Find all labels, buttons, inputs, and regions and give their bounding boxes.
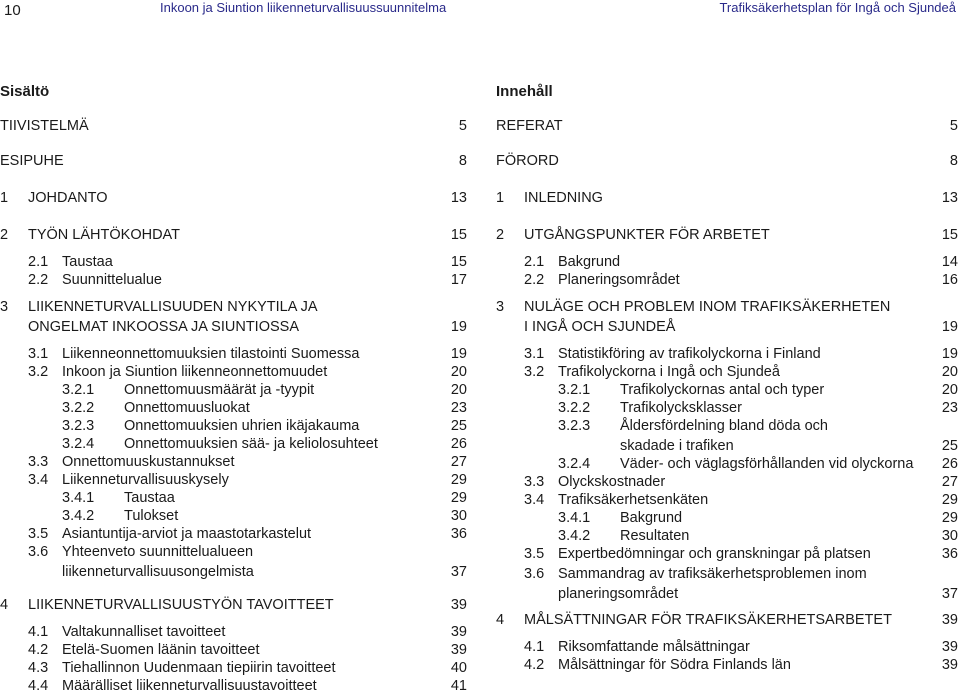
toc-entry-number: 2 bbox=[496, 227, 505, 243]
toc-entry-text: Trafikolyckornas antal och typer bbox=[620, 382, 825, 398]
toc-entry-number: 3.4.1 bbox=[62, 490, 95, 506]
toc-entry-text: Målsättningar för Södra Finlands län bbox=[558, 657, 791, 673]
toc-entry bbox=[496, 527, 958, 545]
toc-entry-page: 23 bbox=[450, 400, 467, 416]
toc-entry-page: 37 bbox=[941, 586, 958, 602]
toc-entry-text: INLEDNING bbox=[524, 190, 603, 206]
toc-entry-number: 3.2.4 bbox=[62, 436, 95, 452]
toc-entry-text: Expertbedömningar och granskningar på platsen bbox=[558, 546, 871, 562]
toc-entry bbox=[0, 226, 467, 244]
toc-entry bbox=[0, 525, 467, 543]
toc-entry-text: Olyckskostnader bbox=[558, 474, 666, 490]
toc-entry bbox=[496, 638, 958, 656]
toc-entry-number: 3.2.1 bbox=[558, 382, 591, 398]
toc-title: Sisältö bbox=[0, 83, 50, 100]
toc-entry-number: 2 bbox=[0, 227, 9, 243]
toc-entry-text: ESIPUHE bbox=[0, 153, 64, 169]
toc-entry-page: 5 bbox=[458, 118, 467, 134]
toc-entry-number: 3.1 bbox=[524, 346, 545, 362]
toc-entry-number: 3.3 bbox=[524, 474, 545, 490]
toc-entry-text: LIIKENNETURVALLISUUSTYÖN TAVOITTEET bbox=[28, 597, 334, 613]
toc-entry bbox=[0, 471, 467, 489]
toc-entry bbox=[0, 117, 467, 135]
toc-entry-text: Onnettomuuskustannukset bbox=[62, 454, 235, 470]
toc-entry-text: Asiantuntija-arviot ja maastotarkastelut bbox=[62, 526, 312, 542]
toc-entry-page: 20 bbox=[941, 364, 958, 380]
toc-entry-number: 3.3 bbox=[28, 454, 49, 470]
toc-entry bbox=[496, 417, 958, 435]
toc-entry-text: Trafikolyckorna i Ingå och Sjundeå bbox=[558, 364, 780, 380]
toc-entry-text: Tiehallinnon Uudenmaan tiepiirin tavoitteet bbox=[62, 660, 336, 676]
toc-entry-page: 29 bbox=[450, 490, 467, 506]
toc-entry bbox=[0, 453, 467, 471]
toc-entry bbox=[0, 189, 467, 207]
toc-entry-page: 29 bbox=[450, 472, 467, 488]
toc-entry-text: Onnettomuusmäärät ja -tyypit bbox=[124, 382, 315, 398]
toc-entry bbox=[496, 509, 958, 527]
toc-entry-number: 2.2 bbox=[524, 272, 545, 288]
toc-entry-number: 4.3 bbox=[28, 660, 49, 676]
toc-entry-text: Planeringsområdet bbox=[558, 272, 680, 288]
toc-entry bbox=[0, 659, 467, 677]
toc-entry-page: 27 bbox=[941, 474, 958, 490]
toc-entry bbox=[0, 253, 467, 271]
toc-entry bbox=[496, 189, 958, 207]
toc-entry-page: 36 bbox=[450, 526, 467, 542]
toc-entry-number: 4.2 bbox=[28, 642, 49, 658]
toc-entry-text: Etelä-Suomen läänin tavoitteet bbox=[62, 642, 260, 658]
toc-entry-text: Suunnittelualue bbox=[62, 272, 162, 288]
toc-entry bbox=[0, 543, 467, 561]
toc-entry bbox=[496, 271, 958, 289]
toc-entry-page: 39 bbox=[941, 612, 958, 628]
toc-entry-text: planeringsområdet bbox=[558, 586, 679, 602]
toc-entry-page: 39 bbox=[450, 642, 467, 658]
toc-entry-number: 3.5 bbox=[28, 526, 49, 542]
toc-entry-text: Resultaten bbox=[620, 528, 690, 544]
toc-entry-text: FÖRORD bbox=[496, 153, 559, 169]
toc-entry-page: 8 bbox=[949, 153, 958, 169]
toc-entry-number: 3 bbox=[496, 299, 505, 315]
toc-entry-page: 15 bbox=[941, 227, 958, 243]
header-title-sv: Trafiksäkerhetsplan för Ingå och Sjundeå bbox=[719, 0, 956, 15]
toc-entry-number: 3.1 bbox=[28, 346, 49, 362]
toc-entry-number: 3.2.1 bbox=[62, 382, 95, 398]
toc-entry-number: 4.1 bbox=[524, 639, 545, 655]
toc-entry bbox=[496, 455, 958, 473]
toc-entry-number: 3 bbox=[0, 299, 9, 315]
toc-entry-text: Taustaa bbox=[124, 490, 175, 506]
toc-entry bbox=[496, 226, 958, 244]
toc-entry-text: skadade i trafiken bbox=[620, 438, 734, 454]
toc-entry-number: 3.4 bbox=[524, 492, 545, 508]
toc-entry-page: 8 bbox=[458, 153, 467, 169]
toc-entry bbox=[496, 585, 958, 603]
toc-entry-number: 3.6 bbox=[524, 566, 545, 582]
toc-entry-number: 3.2.2 bbox=[558, 400, 591, 416]
toc-entry bbox=[0, 381, 467, 399]
toc-entry-text: Bakgrund bbox=[620, 510, 683, 526]
toc-entry-number: 4.2 bbox=[524, 657, 545, 673]
toc-entry bbox=[496, 253, 958, 271]
toc-entry bbox=[496, 473, 958, 491]
toc-entry-page: 39 bbox=[941, 657, 958, 673]
toc-entry-number: 3.6 bbox=[28, 544, 49, 560]
toc-entry bbox=[496, 611, 958, 629]
toc-entry-number: 3.5 bbox=[524, 546, 545, 562]
toc-entry bbox=[0, 417, 467, 435]
toc-entry bbox=[0, 152, 467, 170]
toc-entry-page: 15 bbox=[450, 254, 467, 270]
toc-entry-text: liikenneturvallisuusongelmista bbox=[62, 564, 254, 580]
toc-entry-number: 3.4 bbox=[28, 472, 49, 488]
toc-entry-text: Valtakunnalliset tavoitteet bbox=[62, 624, 226, 640]
toc-entry-number: 3.2 bbox=[28, 364, 49, 380]
toc-entry-text: JOHDANTO bbox=[28, 190, 108, 206]
toc-entry-page: 14 bbox=[941, 254, 958, 270]
toc-entry bbox=[0, 271, 467, 289]
toc-entry-text: Onnettomuuksien sää- ja keliolosuhteet bbox=[124, 436, 378, 452]
toc-entry-text: Åldersfördelning bland döda och bbox=[620, 418, 828, 434]
toc-entry-text: NULÄGE OCH PROBLEM INOM TRAFIKSÄKERHETEN bbox=[524, 299, 891, 315]
toc-entry-page: 39 bbox=[450, 597, 467, 613]
page-number: 10 bbox=[4, 2, 21, 19]
toc-entry-text: Tulokset bbox=[124, 508, 179, 524]
toc-entry-number: 3.4.2 bbox=[62, 508, 95, 524]
toc-entry-text: Statistikföring av trafikolyckorna i Finland bbox=[558, 346, 821, 362]
toc-entry-page: 19 bbox=[941, 346, 958, 362]
toc-entry-page: 29 bbox=[941, 510, 958, 526]
toc-entry-text: Trafikolycksklasser bbox=[620, 400, 742, 416]
toc-entry-text: LIIKENNETURVALLISUUDEN NYKYTILA JA bbox=[28, 299, 318, 315]
toc-entry-number: 3.2.3 bbox=[62, 418, 95, 434]
toc-entry-number: 2.1 bbox=[524, 254, 545, 270]
toc-entry-text: Onnettomuusluokat bbox=[124, 400, 250, 416]
toc-entry bbox=[0, 641, 467, 659]
toc-entry-number: 4 bbox=[0, 597, 9, 613]
toc-entry-page: 20 bbox=[450, 382, 467, 398]
toc-entry-text: Liikenneonnettomuuksien tilastointi Suomessa bbox=[62, 346, 360, 362]
toc-entry-text: Sammandrag av trafiksäkerhetsproblemen inom bbox=[558, 566, 867, 582]
toc-entry bbox=[496, 318, 958, 336]
toc-entry-text: Taustaa bbox=[62, 254, 113, 270]
toc-entry-number: 4 bbox=[496, 612, 505, 628]
toc-entry-text: Inkoon ja Siuntion liikenneonnettomuudet bbox=[62, 364, 328, 380]
toc-entry-page: 40 bbox=[450, 660, 467, 676]
toc-entry-number: 3.4.1 bbox=[558, 510, 591, 526]
toc-entry-text: MÅLSÄTTNINGAR FÖR TRAFIKSÄKERHETSARBETET bbox=[524, 612, 892, 628]
toc-entry-page: 36 bbox=[941, 546, 958, 562]
toc-entry-page: 20 bbox=[450, 364, 467, 380]
toc-entry bbox=[0, 435, 467, 453]
toc-entry bbox=[496, 117, 958, 135]
toc-entry bbox=[496, 656, 958, 674]
toc-entry-text: Yhteenveto suunnittelualueen bbox=[62, 544, 254, 560]
toc-entry-text: TIIVISTELMÄ bbox=[0, 118, 89, 134]
toc-entry-page: 29 bbox=[941, 492, 958, 508]
toc-entry-number: 2.2 bbox=[28, 272, 49, 288]
toc-entry-text: Määrälliset liikenneturvallisuustavoitteet bbox=[62, 678, 317, 694]
toc-entry-page: 16 bbox=[941, 272, 958, 288]
toc-entry bbox=[496, 381, 958, 399]
toc-entry-page: 26 bbox=[941, 456, 958, 472]
toc-entry-page: 19 bbox=[450, 346, 467, 362]
toc-entry-page: 19 bbox=[941, 319, 958, 335]
toc-entry-page: 19 bbox=[450, 319, 467, 335]
toc-entry-text: ONGELMAT INKOOSSA JA SIUNTIOSSA bbox=[28, 319, 300, 335]
toc-entry bbox=[0, 623, 467, 641]
toc-entry-text: Väder- och väglagsförhållanden vid olyckorna bbox=[620, 456, 914, 472]
toc-entry-text: Trafiksäkerhetsenkäten bbox=[558, 492, 709, 508]
toc-entry-text: TYÖN LÄHTÖKOHDAT bbox=[28, 227, 180, 243]
toc-entry-page: 37 bbox=[450, 564, 467, 580]
toc-entry-page: 39 bbox=[450, 624, 467, 640]
toc-entry bbox=[0, 563, 467, 581]
toc-entry-number: 3.4.2 bbox=[558, 528, 591, 544]
toc-entry-page: 17 bbox=[450, 272, 467, 288]
header-title-fi: Inkoon ja Siuntion liikenneturvallisuussuunnitelma bbox=[160, 0, 447, 15]
toc-title: Innehåll bbox=[496, 83, 553, 100]
toc-entry bbox=[0, 596, 467, 614]
toc-entry-number: 3.2.4 bbox=[558, 456, 591, 472]
toc-entry-number: 1 bbox=[0, 190, 9, 206]
toc-entry-page: 27 bbox=[450, 454, 467, 470]
toc-entry bbox=[0, 363, 467, 381]
toc-entry-text: Bakgrund bbox=[558, 254, 621, 270]
toc-entry-page: 13 bbox=[941, 190, 958, 206]
toc-entry-page: 39 bbox=[941, 639, 958, 655]
toc-entry-text: UTGÅNGSPUNKTER FÖR ARBETET bbox=[524, 227, 770, 243]
toc-entry-text: I INGÅ OCH SJUNDEÅ bbox=[524, 319, 676, 335]
toc-entry-number: 1 bbox=[496, 190, 505, 206]
toc-entry-page: 25 bbox=[941, 438, 958, 454]
toc-entry bbox=[496, 298, 958, 316]
toc-entry-page: 26 bbox=[450, 436, 467, 452]
toc-entry bbox=[496, 437, 958, 455]
toc-entry bbox=[496, 565, 958, 583]
toc-entry-number: 3.2 bbox=[524, 364, 545, 380]
toc-entry bbox=[0, 507, 467, 525]
toc-entry bbox=[496, 545, 958, 563]
toc-entry-page: 13 bbox=[450, 190, 467, 206]
toc-entry bbox=[0, 677, 467, 695]
toc-entry bbox=[496, 345, 958, 363]
toc-entry bbox=[0, 345, 467, 363]
toc-entry-text: Onnettomuuksien uhrien ikäjakauma bbox=[124, 418, 360, 434]
toc-entry-number: 3.2.3 bbox=[558, 418, 591, 434]
toc-entry-page: 25 bbox=[450, 418, 467, 434]
toc-entry-page: 23 bbox=[941, 400, 958, 416]
toc-entry-page: 15 bbox=[450, 227, 467, 243]
toc-entry-number: 4.1 bbox=[28, 624, 49, 640]
toc-entry bbox=[496, 399, 958, 417]
toc-entry-number: 4.4 bbox=[28, 678, 49, 694]
toc-entry-page: 41 bbox=[450, 678, 467, 694]
toc-entry bbox=[0, 489, 467, 507]
toc-entry bbox=[496, 363, 958, 381]
toc-entry bbox=[0, 399, 467, 417]
toc-entry-page: 30 bbox=[941, 528, 958, 544]
toc-entry-number: 3.2.2 bbox=[62, 400, 95, 416]
toc-entry-page: 20 bbox=[941, 382, 958, 398]
toc-entry-text: Riksomfattande målsättningar bbox=[558, 639, 750, 655]
toc-entry-page: 5 bbox=[949, 118, 958, 134]
toc-entry bbox=[496, 491, 958, 509]
toc-entry-text: REFERAT bbox=[496, 118, 563, 134]
toc-entry bbox=[0, 318, 467, 336]
toc-entry bbox=[496, 152, 958, 170]
toc-entry-text: Liikenneturvallisuuskysely bbox=[62, 472, 229, 488]
toc-entry-page: 30 bbox=[450, 508, 467, 524]
toc-entry bbox=[0, 298, 467, 316]
toc-entry-number: 2.1 bbox=[28, 254, 49, 270]
